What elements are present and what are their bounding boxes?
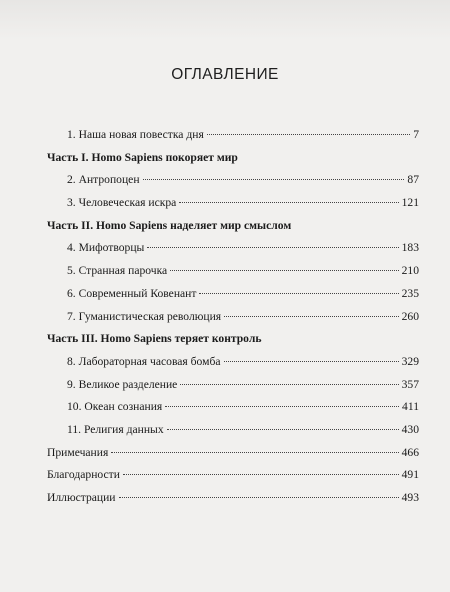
dot-leader [179, 202, 398, 203]
toc-entry-label: 11. Религия данных [67, 422, 164, 436]
toc-page-number: 183 [401, 241, 419, 255]
dot-leader [167, 429, 399, 430]
show-through-shadow [0, 0, 450, 40]
toc-entry [47, 241, 419, 264]
toc-entry [47, 491, 419, 514]
toc-entry-label: Примечания [47, 445, 109, 459]
toc-page-number: 87 [407, 173, 419, 187]
toc-entry [47, 264, 419, 287]
dot-leader [111, 452, 398, 453]
toc-entry-label: 3. Человеческая искра [67, 196, 177, 210]
dot-leader [119, 497, 399, 498]
dot-leader [165, 406, 399, 407]
toc-entry [47, 196, 419, 219]
toc-entry-label: 1. Наша новая повестка дня [67, 128, 204, 141]
toc-entry-label: 2. Антропоцен [67, 173, 140, 187]
toc-page-number: 210 [401, 264, 419, 278]
toc-entry [47, 128, 419, 151]
toc-entry-label: Иллюстрации [47, 491, 116, 504]
toc-entry-label: 5. Странная парочка [67, 264, 168, 278]
dot-leader [199, 293, 398, 294]
toc-entry [47, 378, 419, 401]
toc-page-number: 235 [401, 286, 419, 300]
toc-entry [47, 468, 419, 491]
toc-entry-label: 10. Океан сознания [67, 400, 163, 414]
toc-entry [47, 355, 419, 378]
toc-entry [47, 400, 419, 423]
toc-page-number: 357 [401, 377, 419, 391]
toc-entry [47, 173, 419, 196]
toc-entry-label: 9. Великое разделение [67, 377, 178, 391]
dot-leader [170, 270, 398, 271]
toc-page-number: 411 [402, 400, 419, 414]
toc-page-number: 430 [401, 422, 419, 436]
toc-entry [47, 423, 419, 446]
toc-part-heading [47, 219, 419, 242]
dot-leader [147, 247, 398, 248]
toc-page-number: 121 [401, 196, 419, 210]
dot-leader [123, 474, 399, 475]
toc-entry-label: 7. Гуманистическая революция [67, 309, 222, 323]
toc-page-number: 493 [401, 491, 419, 504]
dot-leader [143, 179, 405, 180]
toc-entry-label: 6. Современный Ковенант [67, 286, 197, 300]
toc-entry [47, 446, 419, 469]
toc-page-number: 466 [401, 445, 419, 459]
toc-entry-label: Часть III. Homo Sapiens теряет контроль [47, 332, 262, 346]
dot-leader [180, 384, 398, 385]
toc-entry-label: Благодарности [47, 468, 120, 482]
toc-page-number: 491 [401, 468, 419, 482]
dot-leader [207, 134, 410, 135]
dot-leader [224, 361, 399, 362]
dot-leader [224, 316, 398, 317]
toc-page-number: 7 [413, 128, 419, 141]
toc-entry [47, 310, 419, 333]
toc-page-number: 329 [401, 354, 419, 368]
toc-entry-label: Часть I. Homo Sapiens покоряет мир [47, 150, 238, 164]
toc-entry-label: 4. Мифотворцы [67, 241, 145, 255]
toc-entry-label: 8. Лабораторная часовая бомба [67, 354, 221, 368]
table-of-contents [47, 128, 419, 514]
toc-part-heading [47, 332, 419, 355]
page-title: ОГЛАВЛЕНИЕ [171, 66, 279, 83]
toc-entry [47, 287, 419, 310]
toc-part-heading [47, 151, 419, 174]
toc-entry-label: Часть II. Homo Sapiens наделяет мир смыслом [47, 218, 292, 232]
toc-page-number: 260 [401, 309, 419, 323]
